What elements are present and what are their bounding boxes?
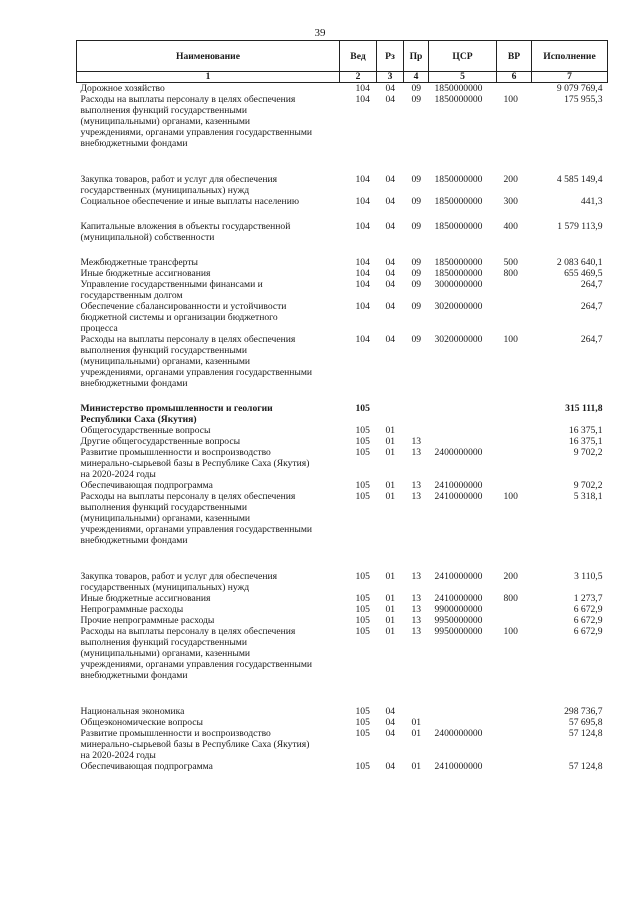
header-csr: ЦСР — [429, 41, 497, 72]
table-row — [77, 83, 608, 95]
csr-cell: 9950000000 — [434, 615, 483, 626]
row-name-line: Межбюджетные трансферты — [80, 257, 198, 268]
table-row — [77, 221, 608, 257]
pr-cell: 09 — [411, 83, 422, 94]
row-name-line: Иные бюджетные ассигнования — [80, 268, 211, 279]
rz-cell: 04 — [385, 728, 396, 739]
pr-cell: 01 — [411, 717, 422, 728]
pr-cell: 09 — [411, 301, 422, 312]
csr-cell: 1850000000 — [434, 221, 483, 232]
table-row — [77, 717, 608, 728]
ved-cell: 105 — [355, 403, 370, 414]
table-row — [77, 268, 608, 279]
exec-cell: 1 273,7 — [573, 593, 603, 604]
pr-cell: 09 — [411, 196, 422, 207]
exec-cell: 264,7 — [580, 279, 603, 290]
row-name-line: выполнения функций государственными — [80, 502, 248, 513]
csr-cell: 3020000000 — [434, 334, 483, 345]
rz-cell: 04 — [385, 268, 396, 279]
pr-cell: 09 — [411, 268, 422, 279]
row-name-line: Прочие непрограммные расходы — [80, 615, 215, 626]
table-row — [77, 279, 608, 301]
row-name-line: (муниципальными) органами, казенными — [80, 116, 251, 127]
exec-cell: 16 375,1 — [568, 436, 603, 447]
ved-cell: 104 — [355, 301, 370, 312]
csr-cell — [429, 706, 497, 717]
row-name-cell — [77, 279, 340, 301]
csr-cell — [429, 436, 497, 447]
vr-cell — [497, 447, 532, 480]
rz-cell: 01 — [385, 615, 396, 626]
vr-cell — [497, 728, 532, 761]
vr-cell — [497, 279, 532, 301]
rz-cell: 04 — [385, 257, 396, 268]
rz-cell: 01 — [385, 571, 396, 582]
exec-cell: 9 079 769,4 — [556, 83, 603, 94]
rz-cell: 01 — [385, 626, 396, 637]
table-row — [77, 615, 608, 626]
vr-cell — [497, 761, 532, 772]
csr-cell: 3020000000 — [434, 301, 483, 312]
row-name-line: Национальная экономика — [80, 706, 185, 717]
exec-cell: 16 375,1 — [568, 425, 603, 436]
row-name-cell — [77, 615, 340, 626]
vr-cell: 100 — [503, 626, 518, 637]
ved-cell: 105 — [355, 706, 370, 717]
ved-cell: 104 — [355, 268, 370, 279]
exec-cell: 298 736,7 — [564, 706, 603, 717]
exec-cell: 2 083 640,1 — [556, 257, 603, 268]
ved-cell: 104 — [355, 83, 370, 94]
exec-cell: 57 124,8 — [568, 728, 603, 739]
header-ved: Вед — [340, 41, 377, 72]
csr-cell — [429, 717, 497, 728]
ved-cell: 105 — [355, 491, 370, 502]
row-name-line: внебюджетными фондами — [80, 535, 188, 546]
ved-cell: 105 — [355, 761, 370, 772]
csr-cell: 2410000000 — [434, 491, 483, 502]
header-pr: Пр — [404, 41, 429, 72]
rz-cell: 04 — [385, 706, 396, 717]
exec-cell: 315 111,8 — [565, 403, 603, 414]
csr-cell: 2410000000 — [434, 480, 483, 491]
row-name-cell — [77, 268, 340, 279]
exec-cell: 5 318,1 — [573, 491, 603, 502]
rz-cell: 04 — [385, 301, 396, 312]
pr-cell — [404, 425, 429, 436]
csr-cell: 1850000000 — [434, 83, 483, 94]
row-name-line: государственным долгом — [80, 290, 183, 301]
table-row — [77, 447, 608, 480]
row-name-cell — [77, 706, 340, 717]
ved-cell: 104 — [355, 174, 370, 185]
row-name-line: государственных (муниципальных) нужд — [80, 582, 250, 593]
row-name-line: Общеэкономические вопросы — [80, 717, 203, 728]
table-row — [77, 301, 608, 334]
table-row — [77, 761, 608, 772]
rz-cell: 04 — [385, 761, 396, 772]
table-row — [77, 728, 608, 761]
vr-cell: 800 — [503, 268, 518, 279]
row-name-cell — [77, 447, 340, 480]
ved-cell: 104 — [355, 334, 370, 345]
exec-cell: 6 672,9 — [573, 626, 603, 637]
exec-cell: 6 672,9 — [573, 615, 603, 626]
row-name-line: Развитие промышленности и воспроизводство — [80, 728, 271, 739]
row-name-line: Обеспечивающая подпрограмма — [80, 761, 213, 772]
pr-cell: 13 — [411, 615, 422, 626]
row-name-line: учреждениями, органами управления государственными — [80, 659, 313, 670]
rz-cell: 01 — [385, 480, 396, 491]
ved-cell: 104 — [355, 221, 370, 232]
ved-cell: 104 — [355, 279, 370, 290]
vr-cell — [497, 717, 532, 728]
col-number: 5 — [429, 72, 497, 83]
table-row — [77, 593, 608, 604]
rz-cell: 04 — [385, 196, 396, 207]
pr-cell: 13 — [411, 626, 422, 637]
row-name-cell — [77, 728, 340, 761]
header-exec: Исполнение — [532, 41, 608, 72]
budget-table — [76, 40, 608, 772]
header-vr: ВР — [497, 41, 532, 72]
row-name-line: Расходы на выплаты персоналу в целях обеспечения — [80, 94, 296, 105]
row-name-cell — [77, 491, 340, 571]
pr-cell — [404, 706, 429, 717]
row-name-cell — [77, 425, 340, 436]
pr-cell: 09 — [411, 257, 422, 268]
row-name-cell — [77, 626, 340, 706]
csr-cell: 2400000000 — [434, 728, 483, 739]
csr-cell: 2410000000 — [434, 571, 483, 582]
csr-cell: 2400000000 — [434, 447, 483, 458]
row-name-line: Дорожное хозяйство — [80, 83, 165, 94]
row-name-cell — [77, 436, 340, 447]
row-name-line: Министерство промышленности и геологии — [80, 403, 273, 414]
row-name-line: учреждениями, органами управления государственными — [80, 367, 313, 378]
row-name-line: внебюджетными фондами — [80, 138, 188, 149]
row-name-cell — [77, 301, 340, 334]
rz-cell: 01 — [385, 425, 396, 436]
row-name-cell — [77, 83, 340, 95]
exec-cell: 175 955,3 — [564, 94, 603, 105]
exec-cell: 264,7 — [580, 301, 603, 312]
rz-cell: 04 — [385, 94, 396, 105]
table-row — [77, 571, 608, 593]
row-name-line: на 2020-2024 годы — [80, 750, 156, 761]
exec-cell: 6 672,9 — [573, 604, 603, 615]
exec-cell: 57 695,8 — [568, 717, 603, 728]
column-number-row — [77, 72, 608, 83]
rz-cell: 01 — [385, 491, 396, 502]
vr-cell — [497, 604, 532, 615]
rz-cell: 01 — [385, 593, 396, 604]
row-name-cell — [77, 196, 340, 221]
row-name-cell — [77, 717, 340, 728]
vr-cell — [497, 301, 532, 334]
ved-cell: 105 — [355, 728, 370, 739]
table-row — [77, 491, 608, 571]
pr-cell: 09 — [411, 174, 422, 185]
vr-cell: 100 — [503, 334, 518, 345]
pr-cell — [404, 403, 429, 425]
pr-cell: 09 — [411, 94, 422, 105]
row-name-cell — [77, 403, 340, 425]
row-name-cell — [77, 257, 340, 268]
row-name-line: (муниципальными) органами, казенными — [80, 513, 251, 524]
vr-cell — [497, 615, 532, 626]
col-number: 6 — [497, 72, 532, 83]
csr-cell: 1850000000 — [434, 196, 483, 207]
vr-cell: 800 — [503, 593, 518, 604]
table-row — [77, 94, 608, 174]
exec-cell: 655 469,5 — [564, 268, 603, 279]
ved-cell: 105 — [355, 571, 370, 582]
csr-cell — [429, 403, 497, 425]
rz-cell: 04 — [385, 83, 396, 94]
row-name-line: выполнения функций государственными — [80, 105, 248, 116]
row-name-cell — [77, 480, 340, 491]
row-name-line: Социальное обеспечение и иные выплаты населению — [80, 196, 299, 207]
csr-cell: 1850000000 — [434, 268, 483, 279]
col-number: 4 — [404, 72, 429, 83]
col-number: 7 — [532, 72, 608, 83]
ved-cell: 105 — [355, 604, 370, 615]
page-number: 39 — [314, 27, 326, 39]
exec-cell: 264,7 — [580, 334, 603, 345]
csr-cell: 1850000000 — [434, 94, 483, 105]
vr-cell — [497, 403, 532, 425]
header-row — [77, 41, 608, 72]
row-name-line: учреждениями, органами управления государственными — [80, 127, 313, 138]
table-row — [77, 706, 608, 717]
rz-cell: 04 — [385, 221, 396, 232]
rz-cell: 04 — [385, 717, 396, 728]
col-number: 3 — [377, 72, 404, 83]
table-row — [77, 425, 608, 436]
table-row — [77, 403, 608, 425]
pr-cell: 09 — [411, 279, 422, 290]
exec-cell: 3 110,5 — [574, 571, 603, 582]
row-name-line: Закупка товаров, работ и услуг для обеспечения — [80, 174, 278, 185]
pr-cell: 01 — [411, 761, 422, 772]
table-row — [77, 480, 608, 491]
row-name-cell — [77, 174, 340, 196]
rz-cell: 04 — [385, 279, 396, 290]
table-row — [77, 604, 608, 615]
vr-cell: 400 — [503, 221, 518, 232]
row-name-cell — [77, 94, 340, 174]
rz-cell: 04 — [385, 174, 396, 185]
row-name-line: Управление государственными финансами и — [80, 279, 263, 290]
row-name-line: минерально-сырьевой базы в Республике Саха (Якутия) — [80, 458, 310, 469]
ved-cell: 105 — [355, 447, 370, 458]
pr-cell: 13 — [411, 571, 422, 582]
row-name-cell — [77, 604, 340, 615]
ved-cell: 105 — [355, 480, 370, 491]
row-name-line: на 2020-2024 годы — [80, 469, 156, 480]
row-name-line: Обеспечение сбалансированности и устойчивости — [80, 301, 287, 312]
row-name-line: Обеспечивающая подпрограмма — [80, 480, 213, 491]
ved-cell: 105 — [355, 425, 370, 436]
row-name-line: Республики Саха (Якутия) — [80, 414, 197, 425]
ved-cell: 105 — [355, 717, 370, 728]
vr-cell: 100 — [503, 94, 518, 105]
vr-cell — [497, 480, 532, 491]
row-name-line: внебюджетными фондами — [80, 670, 188, 681]
csr-cell: 1850000000 — [434, 257, 483, 268]
rz-cell — [377, 403, 404, 425]
vr-cell — [497, 706, 532, 717]
row-name-cell — [77, 761, 340, 772]
vr-cell — [497, 436, 532, 447]
header-name: Наименование — [77, 41, 340, 72]
row-name-line: (муниципальной) собственности — [80, 232, 215, 243]
row-name-cell — [77, 593, 340, 604]
csr-cell: 2410000000 — [434, 593, 483, 604]
exec-cell: 57 124,8 — [568, 761, 603, 772]
row-name-line: Закупка товаров, работ и услуг для обеспечения — [80, 571, 278, 582]
csr-cell: 3000000000 — [434, 279, 483, 290]
row-name-line: Общегосударственные вопросы — [80, 425, 211, 436]
row-name-cell — [77, 221, 340, 257]
table-row — [77, 626, 608, 706]
row-name-line: выполнения функций государственными — [80, 345, 248, 356]
row-name-line: (муниципальными) органами, казенными — [80, 356, 251, 367]
ved-cell: 105 — [355, 436, 370, 447]
row-name-line: бюджетной системы и организации бюджетного — [80, 312, 278, 323]
row-name-line: (муниципальными) органами, казенными — [80, 648, 251, 659]
csr-cell: 9900000000 — [434, 604, 483, 615]
row-name-line: Расходы на выплаты персоналу в целях обеспечения — [80, 491, 296, 502]
exec-cell: 9 702,2 — [573, 447, 603, 458]
csr-cell: 2410000000 — [434, 761, 483, 772]
row-name-line: выполнения функций государственными — [80, 637, 248, 648]
col-number: 1 — [77, 72, 340, 83]
row-name-line: Капитальные вложения в объекты государственной — [80, 221, 291, 232]
ved-cell: 105 — [355, 626, 370, 637]
row-name-line: Иные бюджетные ассигнования — [80, 593, 211, 604]
row-name-line: внебюджетными фондами — [80, 378, 188, 389]
row-name-line: Другие общегосударственные вопросы — [80, 436, 241, 447]
vr-cell: 100 — [503, 491, 518, 502]
pr-cell: 13 — [411, 447, 422, 458]
row-name-cell — [77, 571, 340, 593]
vr-cell: 200 — [503, 174, 518, 185]
vr-cell: 200 — [503, 571, 518, 582]
pr-cell: 13 — [411, 480, 422, 491]
table-body — [77, 83, 608, 773]
table-row — [77, 196, 608, 221]
vr-cell: 300 — [503, 196, 518, 207]
vr-cell: 500 — [503, 257, 518, 268]
table-row — [77, 174, 608, 196]
row-name-line: государственных (муниципальных) нужд — [80, 185, 250, 196]
vr-cell — [497, 83, 532, 95]
rz-cell: 01 — [385, 447, 396, 458]
exec-cell: 441,3 — [580, 196, 603, 207]
ved-cell: 104 — [355, 257, 370, 268]
ved-cell: 105 — [355, 593, 370, 604]
exec-cell: 4 585 149,4 — [556, 174, 603, 185]
pr-cell: 13 — [411, 436, 422, 447]
rz-cell: 01 — [385, 604, 396, 615]
csr-cell — [429, 425, 497, 436]
exec-cell: 1 579 113,9 — [557, 221, 603, 232]
pr-cell: 13 — [411, 604, 422, 615]
row-name-line: минерально-сырьевой базы в Республике Саха (Якутия) — [80, 739, 310, 750]
rz-cell: 01 — [385, 436, 396, 447]
row-name-line: учреждениями, органами управления государственными — [80, 524, 313, 535]
row-name-line: Расходы на выплаты персоналу в целях обеспечения — [80, 626, 296, 637]
table-row — [77, 334, 608, 403]
row-name-line: Развитие промышленности и воспроизводство — [80, 447, 271, 458]
row-name-cell — [77, 334, 340, 403]
rz-cell: 04 — [385, 334, 396, 345]
table-row — [77, 257, 608, 268]
exec-cell: 9 702,2 — [573, 480, 603, 491]
row-name-line: процесса — [80, 323, 118, 334]
csr-cell: 9950000000 — [434, 626, 483, 637]
pr-cell: 13 — [411, 491, 422, 502]
pr-cell: 01 — [411, 728, 422, 739]
header-rz: Рз — [377, 41, 404, 72]
pr-cell: 09 — [411, 334, 422, 345]
pr-cell: 13 — [411, 593, 422, 604]
vr-cell — [497, 425, 532, 436]
row-name-line: Непрограммные расходы — [80, 604, 184, 615]
table-row — [77, 436, 608, 447]
csr-cell: 1850000000 — [434, 174, 483, 185]
row-name-line: Расходы на выплаты персоналу в целях обеспечения — [80, 334, 296, 345]
ved-cell: 104 — [355, 94, 370, 105]
col-number: 2 — [340, 72, 377, 83]
ved-cell: 104 — [355, 196, 370, 207]
ved-cell: 105 — [355, 615, 370, 626]
pr-cell: 09 — [411, 221, 422, 232]
